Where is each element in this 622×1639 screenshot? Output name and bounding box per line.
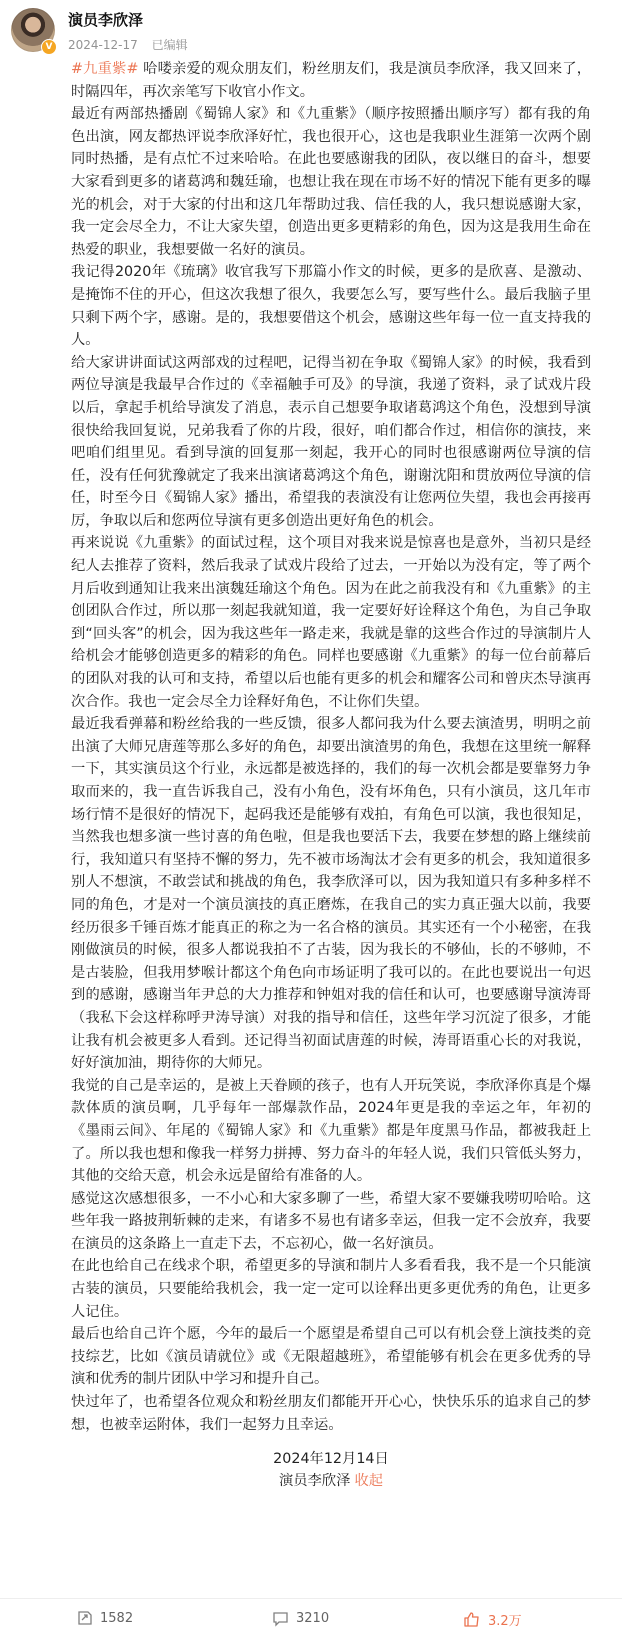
sign-name: 演员李欣泽 [278, 1473, 351, 1490]
post-paragraph: 快过年了，也希望各位观众和粉丝朋友们都能开开心心，快快乐乐的追求自己的梦想，也被幸运附体，我们一起努力且幸运。 [71, 1394, 591, 1433]
post-paragraph: 我记得2020年《琉璃》收官我写下那篇小作文的时候，更多的是欣喜、是激动、是掩饰不住的开心，但这次我想了很久，我要怎么写，要写些什么。最后我脑子里只剩下两个字，感谢。是的，我想要借这个机会，感谢这些年每一位一直支持我的人。 [71, 264, 591, 349]
username[interactable]: 演员李欣泽 [68, 11, 144, 29]
post-paragraph: 最近有两部热播剧《蜀锦人家》和《九重紫》（顺序按照播出顺序写）都有我的角色出演，网友都热评说李欣泽好忙，我也很开心，这也是我职业生涯第一次两个剧同时热播，是有点忙不过来哈哈。在此也要感谢我的团队，夜以继日的奋斗，想要大家看到更多的诸葛鸿和魏廷瑜，也想让我在现在市场不好的情况下能有更多的曝光的机会，对于大家的付出和这几年帮助过我、信任我的人，我只想说感谢大家，我一定会尽全力，不让大家失望，创造出更多更精彩的角色，因为这是我用生命在热爱的职业，我想要做一名好的演员。 [71, 106, 591, 258]
comment-icon [272, 1610, 289, 1627]
action-bar [0, 1598, 622, 1639]
hashtag-link[interactable]: #九重紫# [71, 61, 139, 77]
signature [71, 1448, 591, 1492]
post-paragraph: 在此也给自己在线求个职，希望更多的导演和制片人多看看我，我不是一个只能演古装的演员，只要能给我机会，我一定一定可以诠释出更多更优秀的角色，让更多人记住。 [71, 1258, 591, 1320]
repost-icon [76, 1610, 93, 1627]
edited-label[interactable]: 已编辑 [151, 38, 188, 52]
post-paragraph: #九重紫# 哈喽亲爱的观众朋友们，粉丝朋友们，我是演员李欣泽，我又回来了，时隔四年，再次亲笔写下收官小作文。 [71, 61, 591, 100]
post-meta [68, 36, 188, 53]
like-count: 3.2万 [488, 1614, 522, 1629]
thumbs-up-icon [463, 1611, 481, 1628]
collapse-link[interactable]: 收起 [354, 1473, 384, 1490]
comment-button[interactable] [272, 1610, 329, 1627]
repost-count: 1582 [100, 1611, 134, 1626]
post-paragraph: 我觉的自己是幸运的，是被上天眷顾的孩子，也有人开玩笑说，李欣泽你真是个爆款体质的演员啊，几乎每年一部爆款作品，2024年更是我的幸运之年，年初的《墨雨云间》、年尾的《蜀锦人家》和《九重紫》都是年度黑马作品，都被我赶上了。所以我也想和像我一样努力拼搏、努力奋斗的年轻人说，我们只管低头努力，其他的交给天意，机会永远是留给有准备的人。 [71, 1077, 591, 1185]
post-paragraph: 给大家讲讲面试这两部戏的过程吧，记得当初在争取《蜀锦人家》的时候，我看到两位导演是我最早合作过的《幸福触手可及》的导演，我递了资料，录了试戏片段以后，拿起手机给导演发了消息，表示自己想要争取诸葛鸿这个角色，没想到导演很快给我回复说，兄弟我看了你的片段，很好，咱们都合作过，相信你的演技，来吧咱们组里见。看到导演的回复那一刻起，我开心的同时也很感谢两位导演的信任，没有任何犹豫就定了我来出演诸葛鸿这个角色，谢谢沈阳和贯放两位导演的信任，时至今日《蜀锦人家》播出，希望我的表演没有让您两位失望，我也会再接再厉，争取以后和您两位导演有更多创造出更好角色的机会。 [71, 354, 591, 529]
post-header [0, 0, 622, 66]
sign-date: 2024年12月14日 [273, 1451, 389, 1468]
post-content [71, 58, 591, 1492]
post-paragraph: 感觉这次感想很多，一不小心和大家多聊了一些，希望大家不要嫌我唠叨哈哈。这些年我一路披荆斩棘的走来，有诸多不易也有诸多幸运，但我一定不会放弃，我要在演员的这条路上一直走下去，不忘初心，做一名好演员。 [71, 1190, 591, 1252]
comment-count: 3210 [296, 1611, 330, 1626]
post-paragraph: 最后也给自己许个愿，今年的最后一个愿望是希望自己可以有机会登上演技类的竞技综艺，比如《演员请就位》或《无限超越班》，希望能够有机会在更多优秀的导演和优秀的制片团队中学习和提升自己。 [71, 1326, 591, 1388]
verified-badge-icon: V [41, 39, 57, 55]
post-date[interactable]: 2024-12-17 [68, 38, 138, 52]
post-paragraph: 再来说说《九重紫》的面试过程，这个项目对我来说是惊喜也是意外，当初只是经纪人去推荐了资料，然后我录了试戏片段给了过去，一开始以为没有定，等了两个月后收到通知让我来出演魏廷瑜这个角色。因为在此之前我没有和《九重紫》的主创团队合作过，所以那一刻起我就知道，我一定要好好诠释这个角色，为自己争取到“回头客”的机会，因为我这些年一路走来，我就是靠的这些合作过的导演制片人给机会才能够创造更多的精彩的角色。同样也要感谢《九重紫》的每一位台前幕后的团队对我的认可和支持，希望以后也能有更多的机会和耀客公司和曾庆杰导演再次合作。我也一定会尽全力诠释好角色，不让你们失望。 [71, 535, 591, 710]
repost-button[interactable] [76, 1610, 133, 1627]
like-button[interactable] [463, 1610, 522, 1629]
post-paragraph: 最近我看弹幕和粉丝给我的一些反馈，很多人都问我为什么要去演渣男，明明之前出演了大师兄唐莲等那么多好的角色，却要出演渣男的角色，我想在这里统一解释一下，其实演员这个行业，永远都是被选择的，我们的每一次机会都是要靠努力争取而来的，我一直告诉我自己，没有小角色，没有坏角色，只有小演员，这几年市场行情不是很好的情况下，起码我还是能够有戏拍，有角色可以演，我也很知足，当然我也想多演一些讨喜的角色啦，但是我也要活下去，我要在梦想的路上继续前行，我知道只有坚持不懈的努力，先不被市场淘汰才会有更多的机会，我知道很多别人不想演，不敢尝试和挑战的角色，我李欣泽可以，因为我知道只有多种多样不同的角色，才是对一个演员演技的真正磨炼，在我自己的实力真正强大以前，我要经历很多千锤百炼才能真正的称之为一名合格的演员。其实还有一个小秘密，在我刚做演员的时候，很多人都说我拍不了古装，因为我长的不够仙，长的不够帅，不是古装脸，但我用梦喉计都这个角色向市场证明了我可以的。在此也要说出一句迟到的感谢，感谢当年尹总的大力推荐和钟姐对我的信任和认可，也要感谢导演涛哥（我私下会这样称呼尹涛导演）对我的指导和信任，这些年学习沉淀了很多，才能让我有机会被更多人看到。还记得当初面试唐莲的时候，涛哥语重心长的对我说，好好演加油，期待你的大师兄。 [71, 716, 591, 1072]
